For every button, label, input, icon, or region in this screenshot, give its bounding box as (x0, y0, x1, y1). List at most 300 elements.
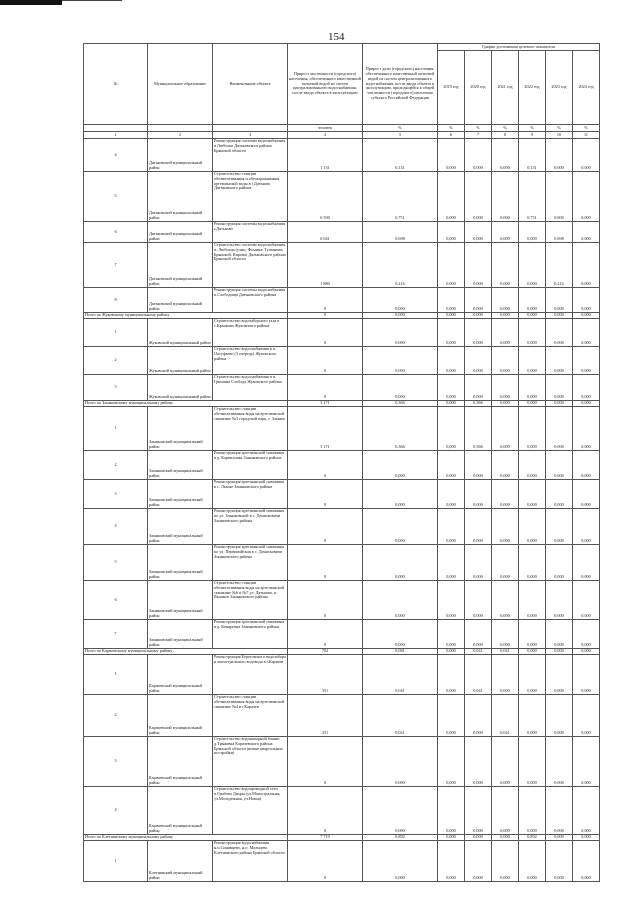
target-indicator-table (83, 43, 600, 882)
column-number: 5 (363, 132, 438, 139)
table-row (84, 620, 600, 649)
table-row (84, 841, 600, 882)
population-share: 0,698 (363, 222, 438, 243)
population-count: 7 719 (288, 835, 363, 841)
year-value: 0,000 (438, 737, 465, 787)
year-value: 0,000 (573, 139, 600, 172)
year-value: 0,000 (519, 401, 546, 407)
object-name: Реконструкция артезианской скважины в с. Лысые Злынковского района (213, 480, 288, 509)
year-value: 0,041 (465, 655, 492, 695)
column-number: 9 (519, 132, 546, 139)
total-label: Итого по Злынковскому муниципальному району (84, 401, 288, 407)
population-share: 0,000 (363, 737, 438, 787)
year-value: 0,000 (546, 581, 573, 620)
unit-cell: % (438, 125, 465, 132)
header-year: 2020 год (465, 51, 492, 125)
year-value: 0,000 (546, 401, 573, 407)
year-value: 0,000 (546, 787, 573, 835)
table-row (84, 243, 600, 288)
row-number: 1 (84, 655, 148, 695)
year-value: 0,000 (492, 347, 519, 375)
table-row (84, 581, 600, 620)
year-value: 0,000 (492, 787, 519, 835)
population-share: 0,041 (363, 655, 438, 695)
table-row (84, 319, 600, 347)
year-value: 0,000 (492, 841, 519, 882)
municipality-name: Злынковский муниципальный район (148, 545, 213, 581)
population-count: 0 (288, 581, 363, 620)
population-share: 0,000 (363, 480, 438, 509)
population-share: 0,000 (363, 375, 438, 401)
population-count: 0 (288, 347, 363, 375)
population-count: 702 (288, 649, 363, 655)
population-count: 0 (288, 787, 363, 835)
year-value: 0,366 (465, 401, 492, 407)
header-year: 2019 год (438, 51, 465, 125)
year-value: 0,000 (465, 620, 492, 649)
year-value: 0,000 (519, 649, 546, 655)
table-row (84, 347, 600, 375)
population-count: 0 (288, 620, 363, 649)
municipality-name: Карачевский муниципальный район (148, 737, 213, 787)
year-value: 0,000 (438, 509, 465, 545)
year-value: 0,000 (573, 451, 600, 480)
year-value: 0,000 (519, 288, 546, 313)
object-name: Строительство системы водоснабжения п. Любохна (улиц: Фомина; Тушанова; Брянской; Кирова) Дятьковского района Брянской области (213, 243, 288, 288)
year-value: 0,000 (519, 407, 546, 451)
unit-cell: % (573, 125, 600, 132)
population-share: 0,000 (363, 545, 438, 581)
object-name: Реконструкция системы водоснабжения п.Слободища Дятьковского района (213, 288, 288, 313)
year-value: 0,000 (573, 841, 600, 882)
year-value: 0,000 (465, 313, 492, 319)
year-value: 0,000 (492, 655, 519, 695)
header-year: 2021 год (492, 51, 519, 125)
column-number: 3 (213, 132, 288, 139)
year-value: 0,000 (519, 313, 546, 319)
table-row (84, 655, 600, 695)
population-count: 3 171 (288, 401, 363, 407)
object-name: Реконструкция артезианской скважины по ул. Злынковской в с. Денисковичи Злынковского района (213, 509, 288, 545)
table-row (84, 737, 600, 787)
header-year: 2022 год (519, 51, 546, 125)
year-value: 0,000 (465, 375, 492, 401)
year-value: 0,041 (492, 695, 519, 737)
total-label: Итого по Карачевскому муниципальному району (84, 649, 288, 655)
municipality-name: Клетнянский муниципальный район (148, 841, 213, 882)
year-value: 0,000 (573, 695, 600, 737)
municipality-name: Дятьковский муниципальный район (148, 243, 213, 288)
year-value: 0,000 (546, 545, 573, 581)
year-value: 0,000 (492, 222, 519, 243)
municipality-name: Карачевский муниципальный район (148, 695, 213, 737)
year-value: 0,000 (573, 222, 600, 243)
year-value: 0,000 (519, 451, 546, 480)
population-count: 0 (288, 841, 363, 882)
column-number: 8 (492, 132, 519, 139)
year-value: 0,000 (546, 480, 573, 509)
population-share: 0,751 (363, 172, 438, 222)
object-name: Реконструкция артезианской скважины в д. Комаровка Злынковского района (213, 620, 288, 649)
table-row (84, 288, 600, 313)
municipality-name: Злынковский муниципальный район (148, 451, 213, 480)
municipality-name: Злынковский муниципальный район (148, 581, 213, 620)
year-value: 0,000 (519, 222, 546, 243)
year-value: 0,000 (573, 787, 600, 835)
row-number: 7 (84, 243, 148, 288)
year-value: 0,000 (492, 407, 519, 451)
population-share: 0,892 (363, 835, 438, 841)
table-row (84, 545, 600, 581)
year-value: 0,041 (492, 649, 519, 655)
year-value: 0,000 (438, 451, 465, 480)
year-value: 0,000 (573, 620, 600, 649)
year-value: 0,000 (438, 841, 465, 882)
year-value: 0,000 (492, 313, 519, 319)
year-value: 0,000 (492, 451, 519, 480)
population-count: 0 (288, 509, 363, 545)
scan-edge-line (62, 0, 122, 1)
unit-cell (84, 125, 148, 132)
year-value: 0,000 (465, 835, 492, 841)
year-value: 0,000 (438, 347, 465, 375)
municipality-name: Дятьковский муниципальный район (148, 172, 213, 222)
year-value: 0,000 (465, 347, 492, 375)
row-number: 5 (84, 172, 148, 222)
year-value: 0,000 (519, 787, 546, 835)
year-value: 0,000 (573, 835, 600, 841)
year-value: 0,000 (465, 841, 492, 882)
column-number: 2 (148, 132, 213, 139)
year-value: 0,000 (465, 695, 492, 737)
object-name: Реконструкция водоснабжения н.п.Синявцево, н.п. Мальцево Клетнянского района Брянской области (213, 841, 288, 882)
year-value: 0,000 (546, 407, 573, 451)
year-value: 0,000 (519, 695, 546, 737)
year-value: 0,000 (438, 649, 465, 655)
population-share: 0,000 (363, 319, 438, 347)
population-share: 0,000 (363, 841, 438, 882)
year-value: 0,000 (492, 480, 519, 509)
year-value: 0,000 (546, 451, 573, 480)
year-value: 0,000 (546, 172, 573, 222)
year-value: 0,000 (573, 347, 600, 375)
year-value: 0,000 (465, 787, 492, 835)
page-number: 154 (328, 31, 345, 43)
row-number: 2 (84, 695, 148, 737)
year-value: 0,000 (438, 243, 465, 288)
year-value: 0,000 (492, 139, 519, 172)
year-value: 0,000 (438, 288, 465, 313)
year-value: 0,000 (519, 737, 546, 787)
row-number: 4 (84, 139, 148, 172)
population-count: 351 (288, 695, 363, 737)
population-count: 0 (288, 545, 363, 581)
year-value: 0,000 (438, 139, 465, 172)
unit-cell: % (465, 125, 492, 132)
row-number: 7 (84, 620, 148, 649)
year-value: 0,000 (492, 620, 519, 649)
year-value: 0,000 (492, 172, 519, 222)
municipality-name: Дятьковский муниципальный район (148, 139, 213, 172)
population-share: 0,000 (363, 347, 438, 375)
municipality-name: Дятьковский муниципальный район (148, 288, 213, 313)
object-name: Строительство станции обезжелезивания воды на артезианской скважине №3 городской парк, г. Злынка (213, 407, 288, 451)
total-label: Итого по Клетнянскому муниципальному району (84, 835, 288, 841)
column-number: 7 (465, 132, 492, 139)
row-number: 3 (84, 480, 148, 509)
population-share: 0,000 (363, 787, 438, 835)
table-row (84, 139, 600, 172)
municipality-name: Злынковский муниципальный район (148, 480, 213, 509)
column-number: 11 (573, 132, 600, 139)
row-number: 3 (84, 375, 148, 401)
year-value: 0,000 (573, 288, 600, 313)
header-object: Наименование объекта (213, 44, 288, 125)
year-value: 0,366 (465, 407, 492, 451)
column-number: 1 (84, 132, 148, 139)
year-value: 0,000 (438, 480, 465, 509)
population-count: 6 041 (288, 222, 363, 243)
year-value: 0,000 (546, 649, 573, 655)
year-value: 0,000 (546, 509, 573, 545)
object-name: Реконструкция артезианской скважины по ул. Первомайская в с. Денисковичи Злынковского района (213, 545, 288, 581)
object-name: Реконструкция Береговского водозабора и магистрального водовода в г.Карачев (213, 655, 288, 695)
year-value: 0,000 (438, 313, 465, 319)
year-value: 0,000 (492, 375, 519, 401)
column-number: 6 (438, 132, 465, 139)
row-number: 4 (84, 787, 148, 835)
year-value: 0,000 (492, 737, 519, 787)
population-count: 351 (288, 655, 363, 695)
year-value: 0,041 (465, 649, 492, 655)
year-value: 0,000 (438, 620, 465, 649)
object-name: Строительство станции обезжелезивания воды на артезианской скважине №6 и №7 ул. Дятьково, п. Вышков Злынковского района (213, 581, 288, 620)
year-value: 0,000 (519, 841, 546, 882)
year-value: 0,000 (465, 243, 492, 288)
table-row (84, 222, 600, 243)
row-number: 6 (84, 222, 148, 243)
year-value: 0,000 (546, 841, 573, 882)
table-row (84, 375, 600, 401)
population-count: 6 500 (288, 172, 363, 222)
object-name: Строительство водозаборного узла в с.Крыжина Жуковского района (213, 319, 288, 347)
population-share: 0,366 (363, 401, 438, 407)
population-count: 0 (288, 313, 363, 319)
table-row (84, 407, 600, 451)
year-value: 0,000 (546, 620, 573, 649)
row-number: 1 (84, 319, 148, 347)
object-name: Реконструкция системы водоснабжения в Любохне Дятьковского района Брянской области (213, 139, 288, 172)
year-value: 0,000 (546, 347, 573, 375)
header-schedule: График достижения целевого показателя (438, 44, 600, 51)
object-name: Строительство станции обезжелезивания воды на артезианской скважине №4 в г.Карачев (213, 695, 288, 737)
population-count: 1 880 (288, 243, 363, 288)
year-value: 0,000 (546, 139, 573, 172)
unit-cell (148, 125, 213, 132)
year-value: 0,000 (438, 172, 465, 222)
year-value: 0,000 (465, 172, 492, 222)
row-number: 4 (84, 509, 148, 545)
year-value: 0,000 (438, 695, 465, 737)
table-row (84, 695, 600, 737)
year-value: 0,000 (519, 655, 546, 695)
unit-cell: % (546, 125, 573, 132)
year-value: 0,000 (573, 581, 600, 620)
year-value: 0,000 (573, 243, 600, 288)
population-share: 0,000 (363, 288, 438, 313)
year-value: 0,000 (546, 375, 573, 401)
table-body (84, 139, 600, 882)
row-number: 1 (84, 841, 148, 882)
year-value: 0,000 (465, 139, 492, 172)
table-row (84, 480, 600, 509)
year-value: 0,000 (465, 288, 492, 313)
table-row (84, 451, 600, 480)
year-value: 0,000 (438, 545, 465, 581)
year-value: 0,000 (573, 737, 600, 787)
municipality-name: Жуковский муниципальный район (148, 347, 213, 375)
year-value: 0,000 (465, 222, 492, 243)
year-value: 0,000 (492, 545, 519, 581)
year-value: 0,000 (438, 222, 465, 243)
year-value: 0,000 (492, 319, 519, 347)
population-count: 0 (288, 319, 363, 347)
population-share: 0,000 (363, 313, 438, 319)
header-pop-count: Прирост численности (городского) населения, обеспеченного качественной питьевой водой из систем централизованного водоснабжения, после ввода объекта в эксплуатацию (288, 44, 363, 125)
population-share: 0,000 (363, 620, 438, 649)
object-name: Строительство водонапорной башни д.Трыковка Карачевского района Брянской области (новые квартальные постройки) (213, 737, 288, 787)
population-count: 0 (288, 375, 363, 401)
unit-cell: % (519, 125, 546, 132)
year-value: 0,000 (573, 545, 600, 581)
row-number: 5 (84, 545, 148, 581)
population-share: 0,000 (363, 509, 438, 545)
population-share: 0,000 (363, 451, 438, 480)
year-value: 0,000 (438, 581, 465, 620)
year-value: 0,000 (492, 835, 519, 841)
year-value: 0,000 (573, 319, 600, 347)
year-value: 0,000 (492, 509, 519, 545)
population-share: 0,000 (363, 581, 438, 620)
year-value: 0,698 (546, 222, 573, 243)
year-value: 0,000 (465, 509, 492, 545)
population-count: 0 (288, 288, 363, 313)
municipality-name: Злынковский муниципальный район (148, 509, 213, 545)
row-number: 6 (84, 581, 148, 620)
table-row (84, 509, 600, 545)
table-row (84, 172, 600, 222)
year-value: 0,000 (573, 655, 600, 695)
year-value: 0,000 (573, 375, 600, 401)
header-municipality: Муниципальное образование (148, 44, 213, 125)
year-value: 0,892 (519, 835, 546, 841)
unit-cell (213, 125, 288, 132)
header-year: 2024 год (573, 51, 600, 125)
year-value: 0,000 (519, 375, 546, 401)
municipality-name: Карачевский муниципальный район (148, 787, 213, 835)
year-value: 0,000 (465, 319, 492, 347)
year-value: 0,000 (546, 655, 573, 695)
year-value: 0,000 (519, 347, 546, 375)
year-value: 0,000 (492, 243, 519, 288)
municipality-name: Жуковский муниципальный район (148, 375, 213, 401)
year-value: 0,000 (438, 319, 465, 347)
municipality-name: Дятьковский муниципальный район (148, 222, 213, 243)
population-count: 0 (288, 737, 363, 787)
population-count: 0 (288, 480, 363, 509)
year-value: 0,000 (519, 509, 546, 545)
year-value: 0,000 (546, 835, 573, 841)
year-value: 0,000 (546, 313, 573, 319)
row-number: 8 (84, 288, 148, 313)
year-value: 0,000 (573, 480, 600, 509)
header-pop-share: Прирост доли (городского) населения, обеспеченного качественной питьевой водой из систем централизованного водоснабжения, после ввода объекта в эксплуатацию, приходящейся к общей численности (городского) населения субъекта Российской Федерации (363, 44, 438, 125)
year-value: 0,000 (465, 737, 492, 787)
year-value: 0,000 (546, 319, 573, 347)
year-value: 0,000 (438, 401, 465, 407)
year-value: 0,000 (519, 480, 546, 509)
row-number: 1 (84, 407, 148, 451)
year-value: 0,000 (573, 313, 600, 319)
year-value: 0,000 (573, 649, 600, 655)
object-name: Реконструкция системы водоснабжения г.Дятьково (213, 222, 288, 243)
unit-cell: % (492, 125, 519, 132)
header-no: № (84, 44, 148, 125)
population-share: 0,131 (363, 139, 438, 172)
year-value: 0,000 (465, 451, 492, 480)
scan-edge-mark (0, 0, 62, 5)
year-value: 0,000 (492, 288, 519, 313)
object-name: Реконструкция артезианской скважины в д. Карпиловка Злынковского района (213, 451, 288, 480)
object-name: Строительство водоснабжения в п. Гришина Слобода Жуковского района (213, 375, 288, 401)
row-number: 2 (84, 347, 148, 375)
year-value: 0,000 (573, 401, 600, 407)
population-share: 0,041 (363, 695, 438, 737)
year-value: 0,000 (573, 509, 600, 545)
year-value: 0,000 (465, 581, 492, 620)
year-value: 0,000 (465, 480, 492, 509)
year-value: 0,000 (546, 288, 573, 313)
population-count: 1 131 (288, 139, 363, 172)
year-value: 0,000 (438, 787, 465, 835)
population-count: 3 171 (288, 407, 363, 451)
table-row (84, 787, 600, 835)
year-value: 0,000 (519, 319, 546, 347)
year-value: 0,131 (519, 139, 546, 172)
year-value: 0,000 (438, 835, 465, 841)
year-value: 0,751 (519, 172, 546, 222)
year-value: 0,000 (438, 407, 465, 451)
row-number: 3 (84, 737, 148, 787)
year-value: 0,000 (492, 401, 519, 407)
municipality-name: Злынковский муниципальный район (148, 407, 213, 451)
object-name: Строительство станции обезжелезивания и обеззараживания артезианской воды в г.Дятьково Дятьковского района (213, 172, 288, 222)
year-value: 0,000 (492, 581, 519, 620)
column-number: 10 (546, 132, 573, 139)
year-value: 0,000 (519, 581, 546, 620)
object-name: Строительство водопроводной сети п.Грибова Дворы (ул.Магистральная, ул.Молодёжная, ул.Новая) (213, 787, 288, 835)
year-value: 0,000 (519, 243, 546, 288)
unit-cell: % (363, 125, 438, 132)
year-value: 0,000 (519, 545, 546, 581)
total-label: Итого по Жуковскому муниципальному району (84, 313, 288, 319)
header-year: 2023 год (546, 51, 573, 125)
year-value: 0,000 (573, 172, 600, 222)
municipality-name: Жуковский муниципальный район (148, 319, 213, 347)
unit-cell: человек (288, 125, 363, 132)
year-value: 0,000 (465, 545, 492, 581)
column-number: 4 (288, 132, 363, 139)
